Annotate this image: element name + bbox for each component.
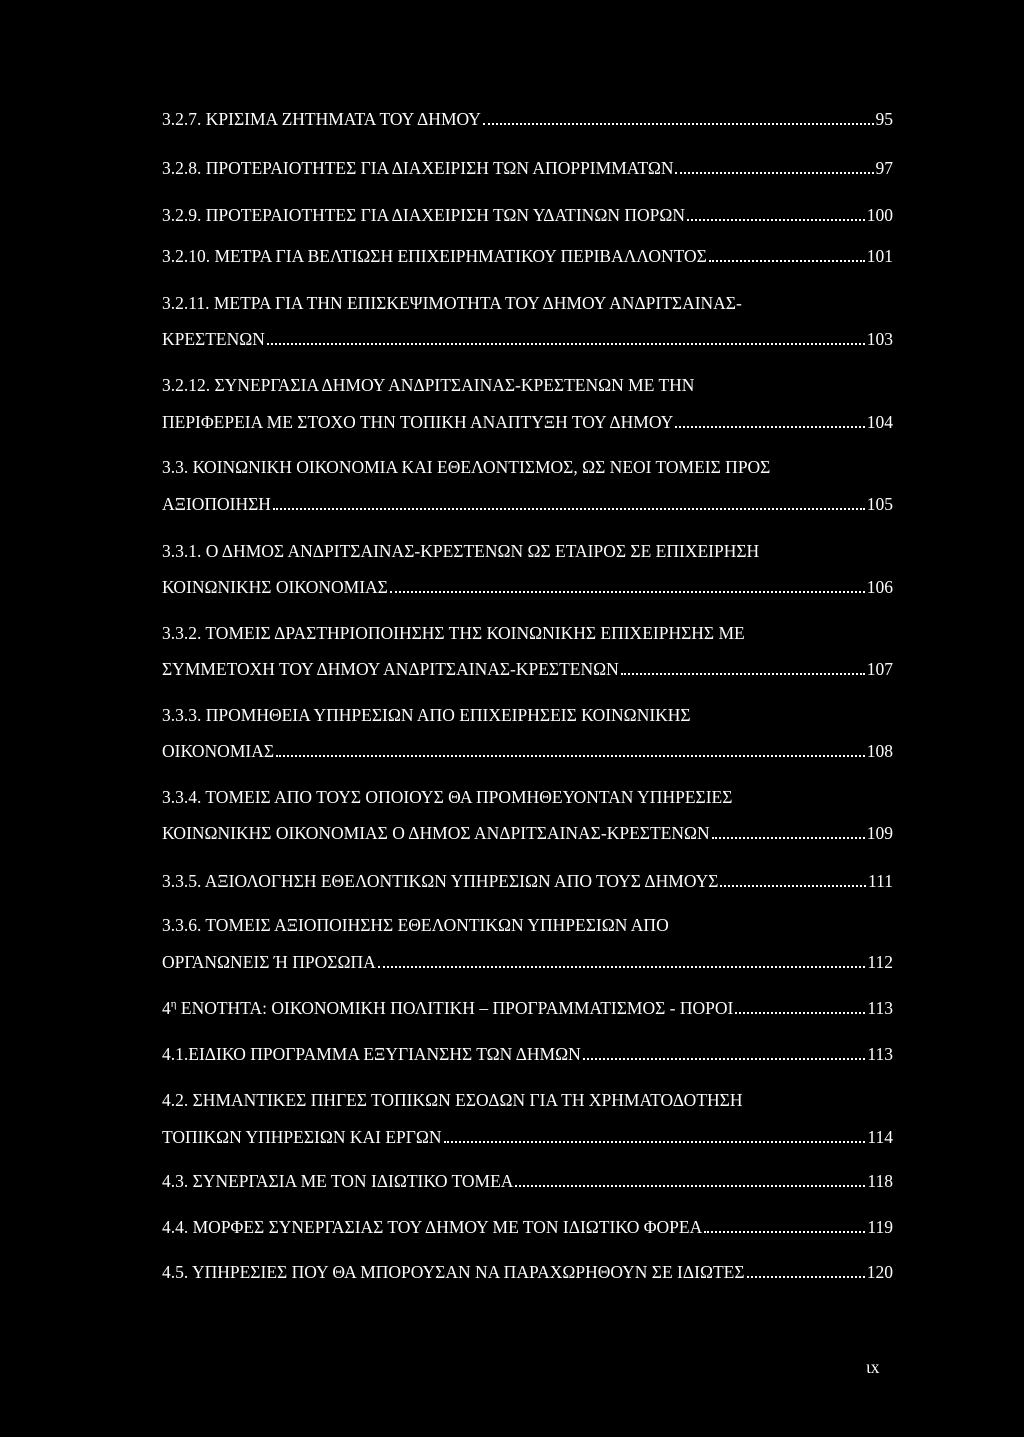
dot-leader <box>687 219 865 221</box>
toc-entry[interactable] <box>162 1043 893 1065</box>
toc-entry-page: 104 <box>866 412 893 432</box>
toc-entry[interactable] <box>162 576 893 598</box>
toc-entry-page: 118 <box>867 1171 893 1191</box>
toc-entry-page: 97 <box>875 158 893 178</box>
toc-entry-title: 3.2.7. ΚΡΙΣΙΜΑ ΖΗΤΗΜΑΤΑ ΤΟΥ ΔΗΜΟΥ <box>162 109 481 129</box>
dot-leader <box>267 343 865 345</box>
toc-entry[interactable] <box>162 822 893 844</box>
dot-leader <box>675 426 865 428</box>
toc-entry-title-line1[interactable]: 3.2.12. ΣΥΝΕΡΓΑΣΙΑ ΔΗΜΟΥ ΑΝΔΡΙΤΣΑΙΝΑΣ-ΚΡΕΣΤΕΝΩΝ ΜΕ ΤΗΝ <box>162 375 695 395</box>
toc-entry-page: 111 <box>868 871 893 891</box>
toc-entry[interactable] <box>162 157 893 179</box>
toc-entry-page: 108 <box>866 741 893 761</box>
toc-entry-title-line1[interactable]: 3.2.11. ΜΕΤΡΑ ΓΙΑ ΤΗΝ ΕΠΙΣΚΕΨΙΜΟΤΗΤΑ ΤΟΥ ΔΗΜΟΥ ΑΝΔΡΙΤΣΑΙΝΑΣ- <box>162 293 742 313</box>
dot-leader <box>621 673 865 675</box>
dot-leader <box>444 1141 866 1143</box>
dot-leader <box>390 591 865 593</box>
dot-leader <box>720 885 866 887</box>
toc-entry-page: 101 <box>866 246 893 266</box>
toc-entry[interactable] <box>162 411 893 433</box>
toc-entry-title-line1[interactable]: 3.3.6. ΤΟΜΕΙΣ ΑΞΙΟΠΟΙΗΣΗΣ ΕΘΕΛΟΝΤΙΚΩΝ ΥΠΗΡΕΣΙΩΝ ΑΠΟ <box>162 915 669 935</box>
toc-entry-title-line1[interactable]: 3.3. ΚΟΙΝΩΝΙΚΗ ΟΙΚΟΝΟΜΙΑ ΚΑΙ ΕΘΕΛΟΝΤΙΣΜΟΣ, ΩΣ ΝΕΟΙ ΤΟΜΕΙΣ ΠΡΟΣ <box>162 457 771 477</box>
toc-entry-page: 107 <box>866 659 893 679</box>
toc-entry-title-line1[interactable]: 3.3.3. ΠΡΟΜΗΘΕΙΑ ΥΠΗΡΕΣΙΩΝ ΑΠΟ ΕΠΙΧΕΙΡΗΣΕΙΣ ΚΟΙΝΩΝΙΚΗΣ <box>162 705 691 725</box>
toc-entry-title: 3.2.9. ΠΡΟΤΕΡΑΙΟΤΗΤΕΣ ΓΙΑ ΔΙΑΧΕΙΡΙΣΗ ΤΩΝ ΥΔΑΤΙΝΩΝ ΠΟΡΩΝ <box>162 205 685 225</box>
toc-entry-title: ΑΞΙΟΠΟΙΗΣΗ <box>162 494 271 514</box>
toc-entry[interactable] <box>162 658 893 680</box>
dot-leader <box>483 123 874 125</box>
toc-entry-page: 113 <box>867 998 893 1018</box>
section-title: ΕΝΟΤΗΤΑ: ΟΙΚΟΝΟΜΙΚΗ ΠΟΛΙΤΙΚΗ – ΠΡΟΓΡΑΜΜΑΤΙΣΜΟΣ - ΠΟΡΟΙ <box>176 998 734 1018</box>
toc-entry-page: 109 <box>866 823 893 843</box>
toc-entry[interactable] <box>162 493 893 515</box>
toc-entry[interactable] <box>162 870 893 892</box>
toc-entry-title: 3.2.8. ΠΡΟΤΕΡΑΙΟΤΗΤΕΣ ΓΙΑ ΔΙΑΧΕΙΡΙΣΗ ΤΩΝ ΑΠΟΡΡΙΜΜΑΤΩΝ <box>162 158 674 178</box>
toc-entry-page: 105 <box>866 494 893 514</box>
toc-entry-title: ΟΙΚΟΝΟΜΙΑΣ <box>162 741 275 761</box>
toc-entry-page: 120 <box>866 1262 893 1282</box>
dot-leader <box>704 1231 865 1233</box>
dot-leader <box>273 508 865 510</box>
dot-leader <box>712 837 865 839</box>
toc-entry-page: 95 <box>875 109 893 129</box>
dot-leader <box>747 1276 865 1278</box>
toc-entry[interactable] <box>162 328 893 350</box>
toc-entry-title: 4.3. ΣΥΝΕΡΓΑΣΙΑ ΜΕ ΤΟΝ ΙΔΙΩΤΙΚΟ ΤΟΜΕΑ <box>162 1171 514 1191</box>
toc-entry[interactable] <box>162 951 893 973</box>
dot-leader <box>276 755 865 757</box>
dot-leader <box>675 172 873 174</box>
toc-entry[interactable] <box>162 1170 893 1192</box>
dot-leader <box>735 1012 865 1014</box>
toc-entry-page: 100 <box>866 205 893 225</box>
toc-entry-page: 113 <box>867 1044 893 1064</box>
toc-entry-title: 4.5. ΥΠΗΡΕΣΙΕΣ ΠΟΥ ΘΑ ΜΠΟΡΟΥΣΑΝ ΝΑ ΠΑΡΑΧΩΡΗΘΟΥΝ ΣΕ ΙΔΙΩΤΕΣ <box>162 1262 745 1282</box>
toc-entry[interactable] <box>162 108 893 130</box>
toc-entry-page: 103 <box>866 329 893 349</box>
ordinal-suffix: η <box>170 998 177 1011</box>
toc-entry-title: ΚΟΙΝΩΝΙΚΗΣ ΟΙΚΟΝΟΜΙΑΣ <box>162 577 388 597</box>
toc-entry-title: ΟΡΓΑΝΩΝΕΙΣ Ή ΠΡΟΣΩΠΑ <box>162 952 376 972</box>
dot-leader <box>583 1058 866 1060</box>
toc-entry-page: 114 <box>867 1127 893 1147</box>
dot-leader <box>709 260 865 262</box>
section-number: 4 <box>162 998 171 1018</box>
toc-entry-title: 4.1.ΕΙΔΙΚΟ ΠΡΟΓΡΑΜΜΑ ΕΞΥΓΙΑΝΣΗΣ ΤΩΝ ΔΗΜΩΝ <box>162 1044 581 1064</box>
toc-entry-title-line1[interactable]: 3.3.4. ΤΟΜΕΙΣ ΑΠΟ ΤΟΥΣ ΟΠΟΙΟΥΣ ΘΑ ΠΡΟΜΗΘΕΥΟΝΤΑΝ ΥΠΗΡΕΣΙΕΣ <box>162 787 733 807</box>
toc-entry-title-line1[interactable]: 4.2. ΣΗΜΑΝΤΙΚΕΣ ΠΗΓΕΣ ΤΟΠΙΚΩΝ ΕΣΟΔΩΝ ΓΙΑ ΤΗ ΧΡΗΜΑΤΟΔΟΤΗΣΗ <box>162 1090 743 1110</box>
toc-entry[interactable] <box>162 1126 893 1148</box>
toc-entry-title: 3.3.5. ΑΞΙΟΛΟΓΗΣΗ ΕΘΕΛΟΝΤΙΚΩΝ ΥΠΗΡΕΣΙΩΝ ΑΠΟ ΤΟΥΣ ΔΗΜΟΥΣ <box>162 871 719 891</box>
toc-entry-title <box>162 997 733 1019</box>
toc-entry-page: 112 <box>867 952 893 972</box>
page-number: ιx <box>866 1357 880 1377</box>
toc-entry[interactable] <box>162 1216 893 1238</box>
toc-entry[interactable] <box>162 740 893 762</box>
dot-leader <box>378 966 866 968</box>
toc-entry-title: ΚΡΕΣΤΕΝΩΝ <box>162 329 265 349</box>
toc-entry-page: 106 <box>866 577 893 597</box>
toc-entry[interactable] <box>162 1261 893 1283</box>
toc-entry[interactable] <box>162 204 893 226</box>
toc-entry-title: 3.2.10. ΜΕΤΡΑ ΓΙΑ ΒΕΛΤΙΩΣΗ ΕΠΙΧΕΙΡΗΜΑΤΙΚΟΥ ΠΕΡΙΒΑΛΛΟΝΤΟΣ <box>162 246 707 266</box>
toc-entry-title-line1[interactable]: 3.3.2. ΤΟΜΕΙΣ ΔΡΑΣΤΗΡΙΟΠΟΙΗΣΗΣ ΤΗΣ ΚΟΙΝΩΝΙΚΗΣ ΕΠΙΧΕΙΡΗΣΗΣ ΜΕ <box>162 623 745 643</box>
toc-entry-page: 119 <box>867 1217 893 1237</box>
toc-entry[interactable] <box>162 245 893 267</box>
toc-entry-title: ΚΟΙΝΩΝΙΚΗΣ ΟΙΚΟΝΟΜΙΑΣ Ο ΔΗΜΟΣ ΑΝΔΡΙΤΣΑΙΝΑΣ-ΚΡΕΣΤΕΝΩΝ <box>162 823 710 843</box>
dot-leader <box>515 1185 865 1187</box>
toc-entry-title: 4.4. ΜΟΡΦΕΣ ΣΥΝΕΡΓΑΣΙΑΣ ΤΟΥ ΔΗΜΟΥ ΜΕ ΤΟΝ ΙΔΙΩΤΙΚΟ ΦΟΡΕΑ <box>162 1217 703 1237</box>
toc-entry[interactable] <box>162 997 893 1019</box>
toc-entry-title: ΠΕΡΙΦΕΡΕΙΑ ΜΕ ΣΤΟΧΟ ΤΗΝ ΤΟΠΙΚΗ ΑΝΑΠΤΥΞΗ ΤΟΥ ΔΗΜΟΥ <box>162 412 674 432</box>
toc-entry-title: ΤΟΠΙΚΩΝ ΥΠΗΡΕΣΙΩΝ ΚΑΙ ΕΡΓΩΝ <box>162 1127 442 1147</box>
toc-entry-title-line1[interactable]: 3.3.1. Ο ΔΗΜΟΣ ΑΝΔΡΙΤΣΑΙΝΑΣ-ΚΡΕΣΤΕΝΩΝ ΩΣ ΕΤΑΙΡΟΣ ΣΕ ΕΠΙΧΕΙΡΗΣΗ <box>162 541 760 561</box>
toc-entry-title: ΣΥΜΜΕΤΟΧΗ ΤΟΥ ΔΗΜΟΥ ΑΝΔΡΙΤΣΑΙΝΑΣ-ΚΡΕΣΤΕΝΩΝ <box>162 659 619 679</box>
